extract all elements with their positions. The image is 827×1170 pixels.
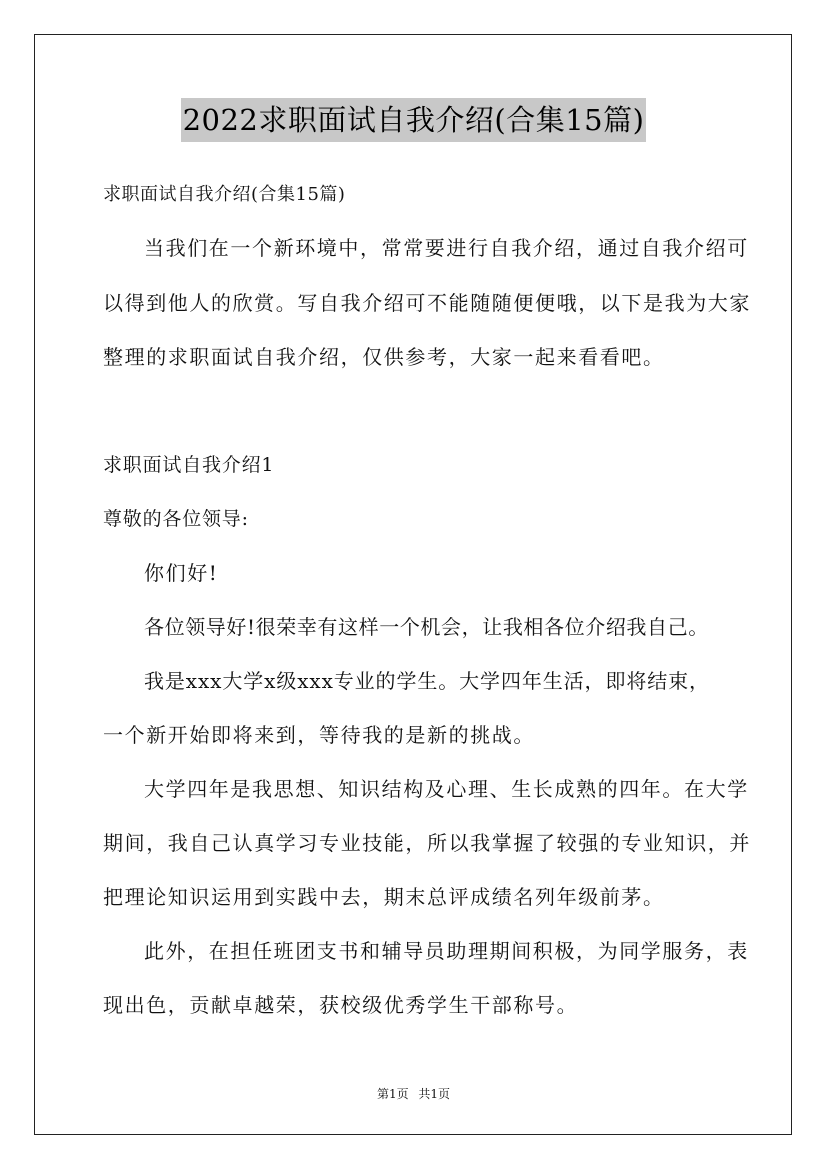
paragraph-line: 大学四年是我思想、知识结构及心理、生长成熟的四年。在大学 xyxy=(144,777,749,801)
paragraph-line: 把理论知识运用到实践中去，期末总评成绩名列年级前茅。 xyxy=(103,885,665,909)
greeting: 你们好! xyxy=(144,561,219,585)
section-heading: 求职面试自我介绍1 xyxy=(103,454,275,476)
title-wrap xyxy=(0,98,827,142)
paragraph-line: 此外，在担任班团支书和辅导员助理期间积极，为同学服务，表 xyxy=(144,939,749,963)
paragraph-line: 以得到他人的欣赏。写自我介绍可不能随随便便哦，以下是我为大家 xyxy=(103,291,751,315)
paragraph-line: 一个新开始即将来到，等待我的是新的挑战。 xyxy=(103,723,535,747)
paragraph-line: 现出色，贡献卓越荣，获校级优秀学生干部称号。 xyxy=(103,993,579,1017)
page-footer xyxy=(0,1085,827,1102)
page-number: 第1页 xyxy=(376,1087,409,1101)
paragraph-line: 整理的求职面试自我介绍，仅供参考，大家一起来看看吧。 xyxy=(103,345,665,369)
document-title: 2022求职面试自我介绍(合集15篇) xyxy=(181,98,647,142)
salutation: 尊敬的各位领导: xyxy=(103,508,249,530)
paragraph-line: 各位领导好!很荣幸有这样一个机会，让我相各位介绍我自己。 xyxy=(144,615,709,639)
paragraph-line: 期间，我自己认真学习专业技能，所以我掌握了较强的专业知识，并 xyxy=(103,831,751,855)
subtitle-line: 求职面试自我介绍(合集15篇) xyxy=(103,184,346,205)
paragraph-line: 当我们在一个新环境中，常常要进行自我介绍，通过自我介绍可 xyxy=(144,236,749,260)
paragraph-line: 我是xxx大学x级xxx专业的学生。大学四年生活，即将结束， xyxy=(144,669,710,693)
page-total: 共1页 xyxy=(418,1087,451,1101)
